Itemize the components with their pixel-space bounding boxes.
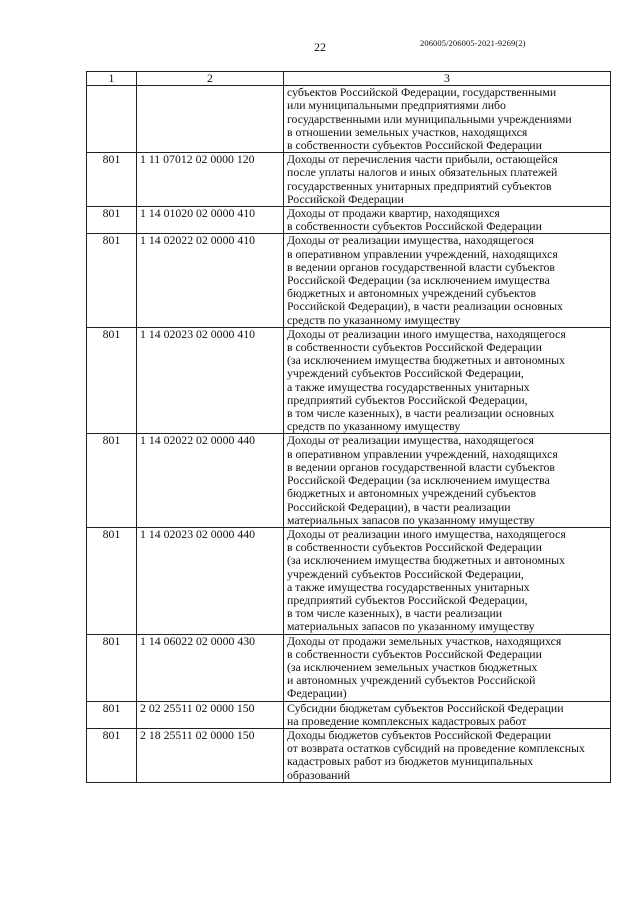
description-line: в собственности субъектов Российской Федерации xyxy=(287,340,542,355)
table-body xyxy=(87,86,611,783)
table-row xyxy=(87,527,611,634)
revenue-description-cell xyxy=(284,527,611,634)
budget-classification-code-cell: 1 14 02023 02 0000 410 xyxy=(137,327,284,434)
description-line: (за исключением земельных участков бюджетных xyxy=(287,659,538,674)
description-line: Доходы от продажи земельных участков, находящихся xyxy=(287,633,562,648)
revenue-description-cell xyxy=(284,701,611,728)
description-line: субъектов Российской Федерации, государственными xyxy=(287,85,557,100)
description-line: государственными или муниципальными учреждениями xyxy=(287,111,572,126)
table-row xyxy=(87,327,611,434)
budget-classification-code-cell: 1 14 01020 02 0000 410 xyxy=(137,207,284,234)
table-row xyxy=(87,207,611,234)
column-header-2: 2 xyxy=(137,72,284,86)
table-row xyxy=(87,153,611,207)
budget-classification-code-cell: 2 18 25511 02 0000 150 xyxy=(137,728,284,782)
revenue-description-cell xyxy=(284,327,611,434)
description-line: учреждений субъектов Российской Федерации, xyxy=(287,566,524,581)
document-id: 206005/206005-2021-9269(2) xyxy=(420,38,526,48)
table-row xyxy=(87,234,611,327)
description-line: после уплаты налогов и иных обязательных платежей xyxy=(287,165,558,180)
description-line: материальных запасов по указанному имуществу xyxy=(287,619,535,634)
description-line: Доходы от реализации иного имущества, находящегося xyxy=(287,526,566,541)
description-line: учреждений субъектов Российской Федерации, xyxy=(287,366,524,381)
description-line: в ведении органов государственной власти субъектов xyxy=(287,259,555,274)
revenue-description-cell xyxy=(284,86,611,153)
column-header-3: 3 xyxy=(284,72,611,86)
description-line: в собственности субъектов Российской Федерации xyxy=(287,219,542,234)
revenue-description-cell xyxy=(284,434,611,527)
revenue-description-cell xyxy=(284,153,611,207)
description-line: предприятий субъектов Российской Федерации, xyxy=(287,592,528,607)
description-line: средств по указанному имуществу xyxy=(287,419,461,434)
description-line: в том числе казенных), в части реализации основных xyxy=(287,406,555,421)
budget-classification-code-cell xyxy=(137,86,284,153)
revenue-codes-table xyxy=(86,71,611,783)
description-line: Субсидии бюджетам субъектов Российской Федерации xyxy=(287,700,564,715)
description-line: бюджетных и автономных учреждений субъектов xyxy=(287,486,537,501)
description-line: Российской Федерации), в части реализации основных xyxy=(287,299,563,314)
description-line: (за исключением имущества бюджетных и автономных xyxy=(287,553,565,568)
budget-classification-code-cell: 1 14 06022 02 0000 430 xyxy=(137,634,284,701)
admin-code-cell: 801 xyxy=(87,728,137,782)
description-line: в оперативном управлении учреждений, находящихся xyxy=(287,446,558,461)
description-line: Доходы бюджетов субъектов Российской Федерации xyxy=(287,727,552,742)
description-line: Российской Федерации), в части реализации xyxy=(287,499,511,514)
description-line: а также имущества государственных унитарных xyxy=(287,579,530,594)
description-line: Доходы от реализации имущества, находящегося xyxy=(287,233,534,248)
admin-code-cell xyxy=(87,86,137,153)
description-line: кадастровых работ из бюджетов муниципальных xyxy=(287,754,534,769)
description-line: в собственности субъектов Российской Федерации xyxy=(287,540,542,555)
admin-code-cell: 801 xyxy=(87,327,137,434)
admin-code-cell: 801 xyxy=(87,527,137,634)
budget-classification-code-cell: 1 11 07012 02 0000 120 xyxy=(137,153,284,207)
description-line: в том числе казенных), в части реализации xyxy=(287,606,503,621)
table-row xyxy=(87,728,611,782)
admin-code-cell: 801 xyxy=(87,207,137,234)
revenue-description-cell xyxy=(284,728,611,782)
revenue-description-cell xyxy=(284,207,611,234)
table-row xyxy=(87,701,611,728)
page-number: 22 xyxy=(314,40,326,54)
description-line: образований xyxy=(287,767,351,782)
description-line: и автономных учреждений субъектов Российской xyxy=(287,673,536,688)
description-line: государственных унитарных предприятий субъектов xyxy=(287,178,552,193)
description-line: от возврата остатков субсидий на проведение комплексных xyxy=(287,741,585,756)
description-line: Доходы от реализации имущества, находящегося xyxy=(287,433,534,448)
description-line: в собственности субъектов Российской Федерации xyxy=(287,138,542,153)
description-line: материальных запасов по указанному имуществу xyxy=(287,512,535,527)
table-row xyxy=(87,634,611,701)
description-line: средств по указанному имуществу xyxy=(287,312,461,327)
admin-code-cell: 801 xyxy=(87,701,137,728)
description-line: Российской Федерации (за исключением имущества xyxy=(287,473,550,488)
description-line: Российской Федерации (за исключением имущества xyxy=(287,273,550,288)
description-line: а также имущества государственных унитарных xyxy=(287,379,530,394)
description-line: или муниципальными предприятиями либо xyxy=(287,98,506,113)
admin-code-cell: 801 xyxy=(87,634,137,701)
column-header-1: 1 xyxy=(87,72,137,86)
description-line: Доходы от реализации иного имущества, находящегося xyxy=(287,326,566,341)
table-row xyxy=(87,434,611,527)
description-line: в собственности субъектов Российской Федерации xyxy=(287,646,542,661)
admin-code-cell: 801 xyxy=(87,234,137,327)
revenue-description-cell xyxy=(284,234,611,327)
description-line: предприятий субъектов Российской Федерации, xyxy=(287,392,528,407)
description-line: Российской Федерации xyxy=(287,191,404,206)
budget-classification-code-cell: 1 14 02023 02 0000 440 xyxy=(137,527,284,634)
budget-classification-code-cell: 2 02 25511 02 0000 150 xyxy=(137,701,284,728)
table-row xyxy=(87,86,611,153)
budget-classification-code-cell: 1 14 02022 02 0000 410 xyxy=(137,234,284,327)
description-line: (за исключением имущества бюджетных и автономных xyxy=(287,353,565,368)
revenue-description-cell xyxy=(284,634,611,701)
admin-code-cell: 801 xyxy=(87,153,137,207)
description-line: бюджетных и автономных учреждений субъектов xyxy=(287,286,537,301)
description-line: на проведение комплексных кадастровых работ xyxy=(287,713,527,728)
description-line: Доходы от перечисления части прибыли, остающейся xyxy=(287,152,558,167)
description-line: в ведении органов государственной власти субъектов xyxy=(287,459,555,474)
budget-classification-code-cell: 1 14 02022 02 0000 440 xyxy=(137,434,284,527)
description-line: Федерации) xyxy=(287,686,347,701)
description-line: в отношении земельных участков, находящихся xyxy=(287,124,528,139)
description-line: в оперативном управлении учреждений, находящихся xyxy=(287,246,558,261)
table-header-row xyxy=(87,72,611,86)
description-line: Доходы от продажи квартир, находящихся xyxy=(287,206,500,221)
admin-code-cell: 801 xyxy=(87,434,137,527)
